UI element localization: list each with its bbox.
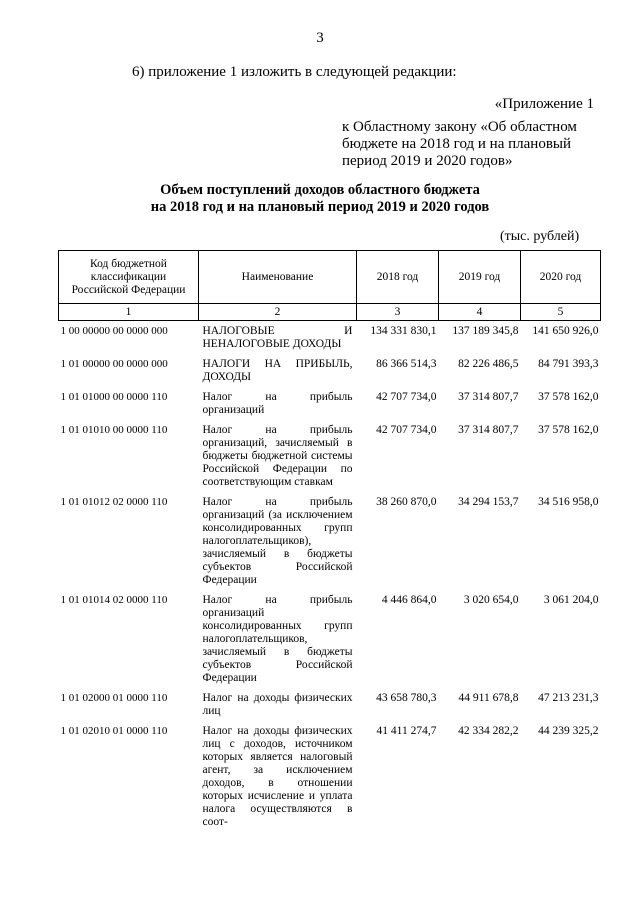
row-value-2018: 43 658 780,3: [376, 692, 437, 704]
table-row: [59, 492, 601, 590]
table-row: [59, 321, 601, 355]
row-value-2019: 137 189 345,8: [452, 325, 519, 337]
header-code: Код бюджетной классификации Российской Федерации: [59, 251, 199, 304]
row-value-2019: 37 314 807,7: [458, 391, 519, 403]
table-row: [59, 354, 601, 387]
row-name: Налог на прибыль организаций, зачисляемый в бюджеты бюджетной системы Российской Федерации по соответствующим ставкам: [202, 424, 353, 488]
row-name: НАЛОГОВЫЕ И НЕНАЛОГОВЫЕ ДОХОДЫ: [202, 325, 353, 350]
row-value-2018: 42 707 734,0: [376, 391, 437, 403]
row-value-2019: 3 020 654,0: [463, 594, 519, 606]
column-number: 4: [439, 304, 521, 321]
row-code: 1 01 01010 00 0000 110: [60, 424, 168, 436]
row-name: Налог на доходы физических лиц: [202, 692, 353, 717]
intro-text: 6) приложение 1 изложить в следующей редакции:: [132, 64, 457, 80]
appendix-reference: к Областному закону «Об областном бюджете на 2018 год и на плановый период 2019 и 2020 годов»: [342, 119, 577, 169]
row-code: 1 00 00000 00 0000 000: [60, 325, 168, 337]
row-code: 1 01 02010 01 0000 110: [60, 725, 168, 737]
row-code: 1 01 01000 00 0000 110: [60, 391, 168, 403]
table-row: [59, 721, 601, 832]
document-title-line-2: на 2018 год и на плановый период 2019 и 2020 годов: [150, 199, 490, 215]
column-numbers-row: [59, 304, 601, 321]
revenue-table: [58, 250, 601, 832]
row-code: 1 01 00000 00 0000 000: [60, 358, 168, 370]
column-number: 2: [199, 304, 357, 321]
row-code: 1 01 01014 02 0000 110: [60, 594, 168, 606]
row-value-2020: 3 061 204,0: [543, 594, 599, 606]
row-value-2018: 4 446 864,0: [381, 594, 437, 606]
appendix-title: «Приложение 1: [494, 96, 594, 112]
row-code: 1 01 01012 02 0000 110: [60, 496, 168, 508]
row-name: Налог на доходы физических лиц с доходов, источником которых является налоговый агент, за исключением доходов, в отношении которых исчисление и уплата налога осуществляются в соот-: [202, 725, 353, 828]
document-title-line-1: Объем поступлений доходов областного бюджета: [160, 182, 480, 198]
appendix-block: [330, 96, 600, 170]
document-title: [0, 182, 640, 216]
row-value-2019: 44 911 678,8: [458, 692, 519, 704]
row-value-2020: 37 578 162,0: [538, 391, 599, 403]
table-row: [59, 688, 601, 721]
row-value-2020: 141 650 926,0: [532, 325, 599, 337]
table-row: [59, 420, 601, 492]
row-value-2018: 42 707 734,0: [376, 424, 437, 436]
table-row: [59, 387, 601, 420]
row-value-2018: 134 331 830,1: [370, 325, 437, 337]
header-2019: 2019 год: [439, 251, 521, 304]
row-value-2019: 82 226 486,5: [458, 358, 519, 370]
row-value-2018: 41 411 274,7: [376, 725, 437, 737]
header-name: Наименование: [199, 251, 357, 304]
row-code: 1 01 02000 01 0000 110: [60, 692, 168, 704]
row-value-2019: 37 314 807,7: [458, 424, 519, 436]
header-2018: 2018 год: [357, 251, 439, 304]
column-number: 1: [59, 304, 199, 321]
row-value-2020: 44 239 325,2: [538, 725, 599, 737]
row-value-2020: 34 516 958,0: [538, 496, 599, 508]
units-label: (тыс. рублей): [500, 229, 580, 244]
row-value-2019: 34 294 153,7: [458, 496, 519, 508]
page-number: 3: [316, 30, 324, 46]
row-value-2018: 38 260 870,0: [376, 496, 437, 508]
table-header-row: [59, 251, 601, 304]
row-name: НАЛОГИ НА ПРИБЫЛЬ, ДОХОДЫ: [202, 358, 353, 383]
row-value-2018: 86 366 514,3: [376, 358, 437, 370]
row-value-2020: 37 578 162,0: [538, 424, 599, 436]
row-value-2020: 84 791 393,3: [538, 358, 599, 370]
row-name: Налог на прибыль организаций: [202, 391, 353, 416]
column-number: 5: [521, 304, 601, 321]
row-value-2020: 47 213 231,3: [538, 692, 599, 704]
header-2020: 2020 год: [521, 251, 601, 304]
row-name: Налог на прибыль организаций консолидированных групп налогоплательщиков, зачисляемый в бюджеты субъектов Российской Федерации: [202, 594, 353, 684]
row-value-2019: 42 334 282,2: [458, 725, 519, 737]
row-name: Налог на прибыль организаций (за исключением консолидированных групп налогоплательщиков), зачисляемый в бюджеты субъектов Российской Федерации: [202, 496, 353, 586]
table-row: [59, 590, 601, 688]
column-number: 3: [357, 304, 439, 321]
